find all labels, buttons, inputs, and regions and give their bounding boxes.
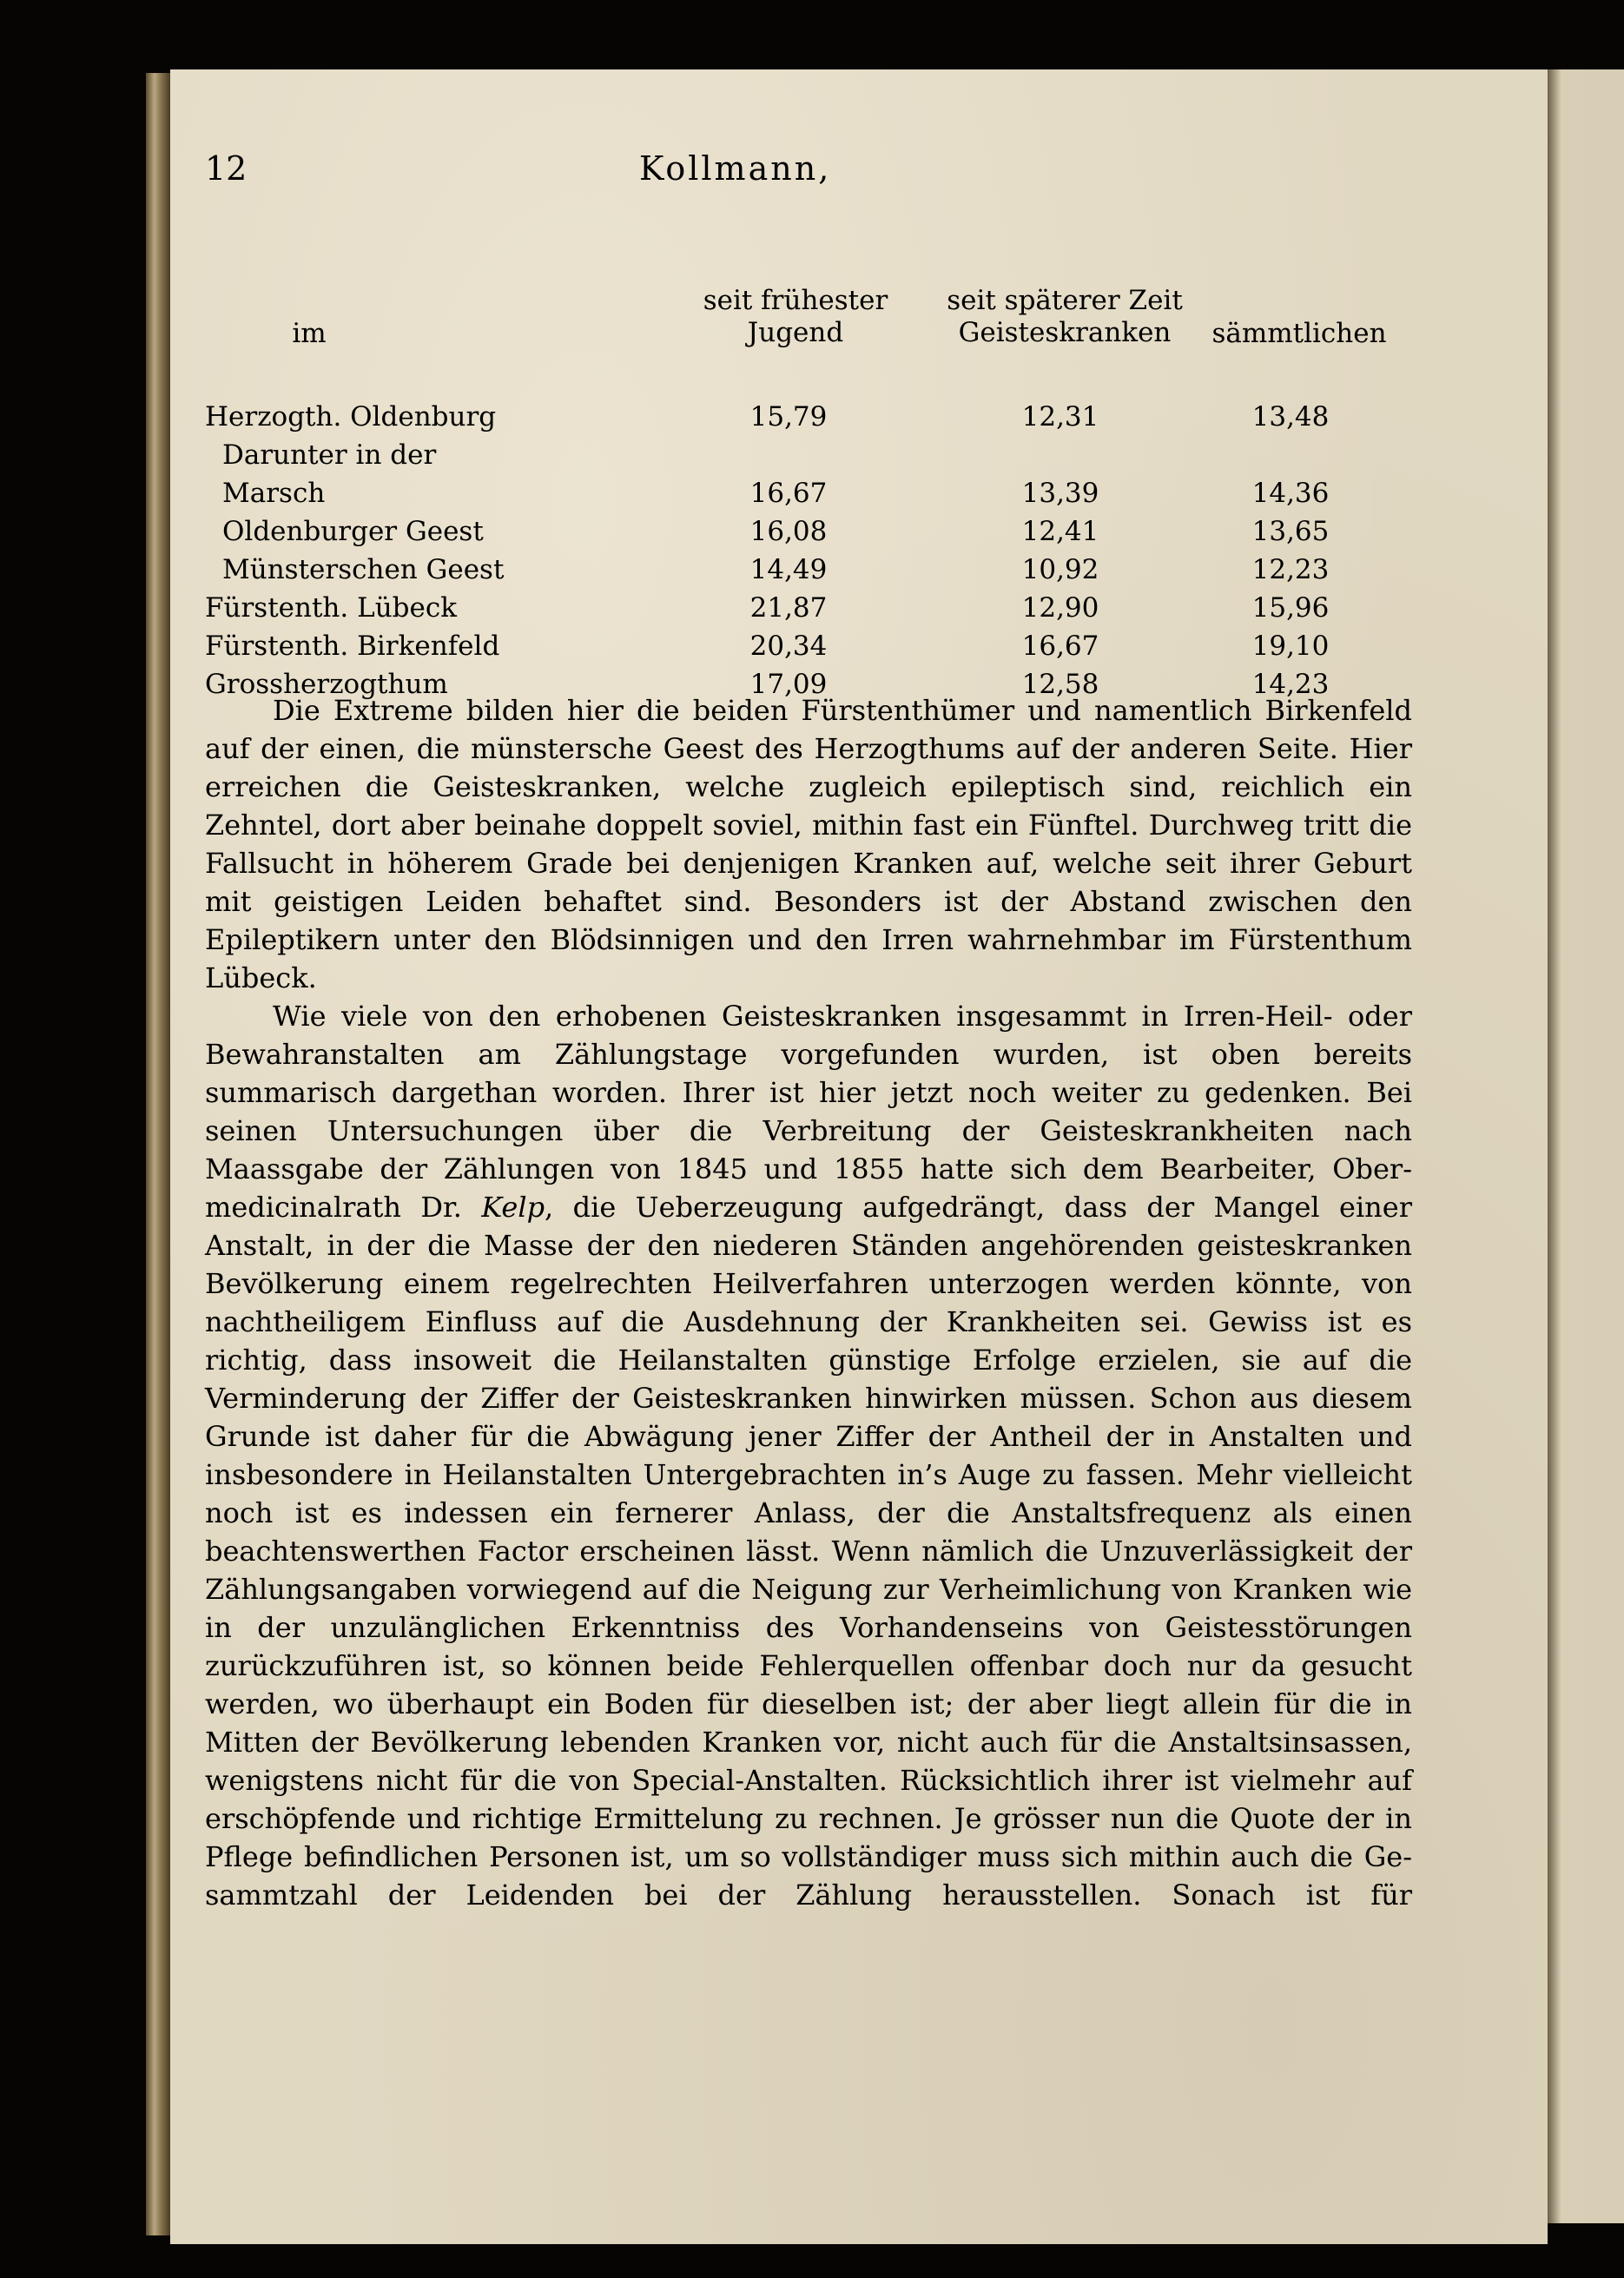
row-label: Oldenburger Geest bbox=[222, 516, 484, 547]
header-later-onset: seit späterer Zeit Geisteskranken bbox=[947, 285, 1183, 348]
cell-all: 12,23 bbox=[1251, 554, 1330, 585]
table-row bbox=[205, 436, 1412, 474]
paragraph-institutions bbox=[205, 997, 1412, 1914]
row-label: Fürstenth. Birkenfeld bbox=[205, 631, 500, 662]
table-row bbox=[205, 474, 1412, 512]
row-label: Fürstenth. Lübeck bbox=[205, 592, 457, 624]
cell-all: 14,23 bbox=[1251, 669, 1330, 700]
running-head: Kollmann, bbox=[639, 149, 832, 188]
paragraph-extremes: Die Extreme bilden hier die beiden Fürstenthümer und namentlich Birkenfeld auf der einen, die münstersche Geest des Herzogthums auf der anderen Seite. Hier erreichen die Geisteskranken, welche zugleich epileptisch sind, reichlich ein Zehntel, dort aber beinahe doppelt soviel, mithin fast ein Fünftel. Durchweg tritt die Fallsucht in höherem Grade bei denjenigen Kranken auf, welche seit ihrer Geburt mit geistigen Leiden behaftet sind. Besonders ist der Abstand zwischen den Epileptikern unter den Blödsinnigen und den Irren wahrnehmbar im Fürstenthum Lübeck. bbox=[205, 694, 1412, 994]
cell-since-youth: 15,79 bbox=[749, 401, 828, 432]
row-label: Marsch bbox=[222, 478, 326, 509]
cell-later-onset: 10,92 bbox=[1021, 554, 1099, 585]
person-name: Kelp bbox=[481, 1191, 545, 1224]
table-row bbox=[205, 627, 1412, 665]
cell-later-onset: 12,41 bbox=[1021, 516, 1099, 547]
cell-since-youth: 16,08 bbox=[749, 516, 828, 547]
cell-since-youth: 20,34 bbox=[749, 631, 828, 662]
table-row bbox=[205, 589, 1412, 627]
page-header bbox=[205, 149, 1360, 210]
row-label: Darunter in der bbox=[222, 439, 437, 471]
table-row bbox=[205, 512, 1412, 551]
cell-all: 19,10 bbox=[1251, 631, 1330, 662]
row-label: Herzogth. Oldenburg bbox=[205, 401, 497, 432]
header-all: sämmtlichen bbox=[1211, 318, 1387, 349]
cell-later-onset: 12,90 bbox=[1021, 592, 1099, 624]
page-number: 12 bbox=[205, 149, 248, 188]
cell-since-youth: 14,49 bbox=[749, 554, 828, 585]
header-since-youth: seit frühester Jugend bbox=[703, 285, 888, 348]
cell-later-onset: 13,39 bbox=[1021, 478, 1099, 509]
paragraph-text: , die Ueberzeugung aufgedrängt, dass der Mangel einer Anstalt, in der die Masse der den niederen Ständen angehörenden geisteskranken Bevölkerung einem regelrechten Heilverfahren unterzogen werden könnte, von nachtheiligem Einfluss auf die Ausdehnung der Krankheiten sei. Gewiss ist es richtig, dass insoweit die Heilanstalten günstige Erfolge erzielen, sie auf die Verminderung der Ziffer der Geisteskranken hinwirken müssen. Schon aus diesem Grunde ist daher für die Abwägung jener Ziffer der Antheil der in Anstalten und insbesondere in Heilanstalten Untergebrachten in’s Auge zu fassen. Mehr vielleicht noch ist es indessen ein fernerer Anlass, der die Anstaltsfrequenz als einen beachtenswerthen Factor erscheinen lässt. Wenn nämlich die Unzuverlässigkeit der Zählungsangaben vorwiegend auf die Neigung zur Verheimlichung von Kranken wie in der unzulänglichen Erkenntniss des Vorhandenseins von Geistesstörungen zurückzuführen ist, so können beide Fehlerquellen offenbar doch nur da gesucht werden, wo überhaupt ein Boden für dieselben ist; der aber liegt allein für die in Mitten der Bevölkerung lebenden Kranken vor, nicht auch für die Anstaltsinsassen, wenigstens nicht für die von Special-Anstalten. Rücksichtlich ihrer ist vielmehr auf erschöpfende und richtige Ermittelung zu rechnen. Je grösser nun die Quote der in Pflege befindlichen Personen ist, um so vollständiger muss sich mithin auch die Gesammtzahl der Leidenden bei der Zählung herausstellen. Sonach ist für bbox=[205, 1191, 1413, 1912]
paragraph-text: Wie viele von den erhobenen Geisteskranken insgesammt in Irren-Heil- oder Bewahranstalten am Zählungstage vorgefunden wurden, ist oben bereits summarisch dargethan worden. Ihrer ist hier jetzt noch weiter zu gedenken. Bei seinen Untersuchungen über die Verbreitung der Geisteskrankheiten nach Maassgabe der Zählungen von 1845 und 1855 hatte sich dem Bearbeiter, Obermedicinalrath Dr. bbox=[205, 1000, 1412, 1224]
table-header bbox=[205, 285, 1412, 398]
body-text bbox=[205, 691, 1412, 1914]
adjacent-page-edge bbox=[1548, 69, 1624, 2223]
cell-later-onset: 12,31 bbox=[1021, 401, 1099, 432]
cell-since-youth: 17,09 bbox=[749, 669, 828, 700]
row-label: Grossherzogthum bbox=[205, 669, 448, 700]
cell-later-onset: 16,67 bbox=[1021, 631, 1099, 662]
row-label: Münsterschen Geest bbox=[222, 554, 505, 585]
cell-all: 15,96 bbox=[1251, 592, 1330, 624]
statistics-table bbox=[205, 285, 1412, 703]
cell-since-youth: 21,87 bbox=[749, 592, 828, 624]
cell-all: 14,36 bbox=[1251, 478, 1330, 509]
cell-later-onset: 12,58 bbox=[1021, 669, 1099, 700]
cell-all: 13,48 bbox=[1251, 401, 1330, 432]
table-row bbox=[205, 551, 1412, 589]
table-row bbox=[205, 398, 1412, 436]
header-region: im bbox=[292, 318, 327, 349]
cell-since-youth: 16,67 bbox=[749, 478, 828, 509]
book-binding bbox=[146, 73, 170, 2235]
cell-all: 13,65 bbox=[1251, 516, 1330, 547]
